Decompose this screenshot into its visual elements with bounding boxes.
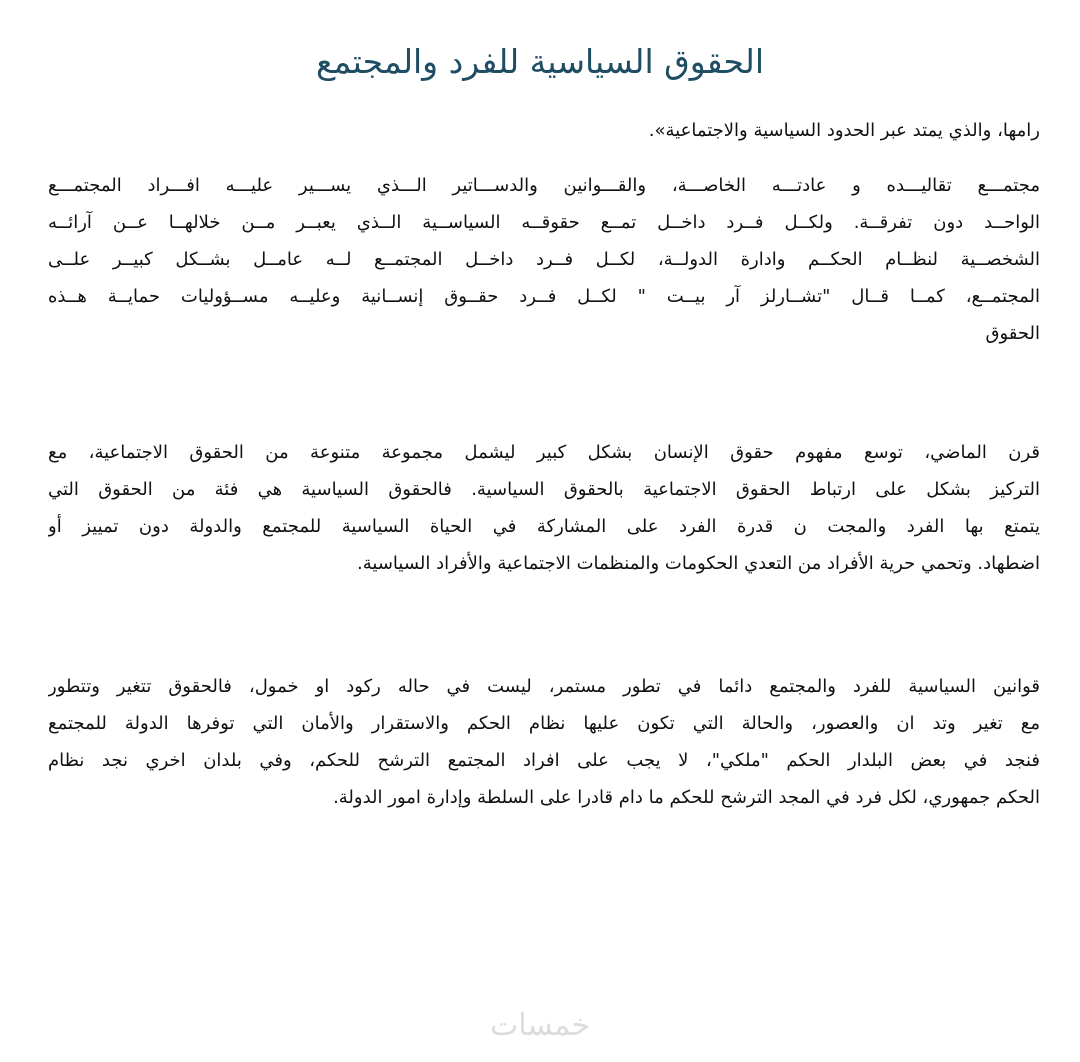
text-line: فنجد في بعض البلدار الحكم "ملكي"، لا يجب على افراد المجتمع الترشح للحكم، وفي بلدان اخري نجد نظام [48,750,1040,771]
text-line: مجتمـــع تقاليـــده و عادتـــه الخاصـــة، والقـــوانين والدســـاتير الـــذي يســـير عليـــه افـــراد المجتمـــع [48,175,1040,196]
paragraph-1 [48,112,1040,149]
text-line: الواحــد دون تفرقــة. ولكــل فــرد داخــل تمــع حقوقــه السياســية الــذي يعبــر مــن خلالهــا عــن آرائــه [48,212,1040,233]
text-line: التركيز بشكل على ارتباط الحقوق الاجتماعية بالحقوق السياسية. فالحقوق السياسية هي فئة من الحقوق التي [48,479,1040,500]
text-line: قرن الماضي، توسع مفهوم حقوق الإنسان بشكل كبير ليشمل مجموعة متنوعة من الحقوق الاجتماعية، مع [48,442,1040,463]
text-line: يتمتع بها الفرد والمجت ن قدرة الفرد على المشاركة في الحياة السياسية للمجتمع والدولة دون تمييز أو [48,516,1040,537]
text-line: اضطهاد. وتحمي حرية الأفراد من التعدي الحكومات والمنظمات الاجتماعية والأفراد السياسية. [357,553,1040,574]
watermark-logo: خمسات [489,1008,591,1043]
text-line: قوانين السياسية للفرد والمجتمع دائما في تطور مستمر، ليست في حاله ركود او خمول، فالحقوق تتغير وتتطور [48,676,1040,697]
text-line: مع تغير وتد ان والعصور، والحالة التي تكون عليها نظام الحكم والاستقرار والأمان التي توفرها الدولة للمجتمع [48,713,1040,734]
text-line: الشخصــية لنظــام الحكــم وادارة الدولــة، لكــل فــرد داخــل المجتمــع لــه عامــل بشــكل كبيــر علــى [48,249,1040,270]
text-line: الحكم جمهوري، لكل فرد في المجد الترشح للحكم ما دام قادرا على السلطة وإدارة امور الدولة. [333,787,1040,808]
text-line: الحقوق [985,323,1040,344]
document-title: الحقوق السياسية للفرد والمجتمع [315,42,765,81]
text-line: المجتمــع، كمــا قــال "تشــارلز آر بيــت " لكــل فــرد حقــوق إنســانية وعليــه مســؤوليات حمايــة هــذه [48,286,1040,307]
paragraph-3 [48,434,1040,582]
paragraph-2 [48,167,1040,352]
paragraph-4 [48,668,1040,816]
text-line: رامها، والذي يمتد عبر الحدود السياسية والاجتماعية». [648,120,1040,141]
